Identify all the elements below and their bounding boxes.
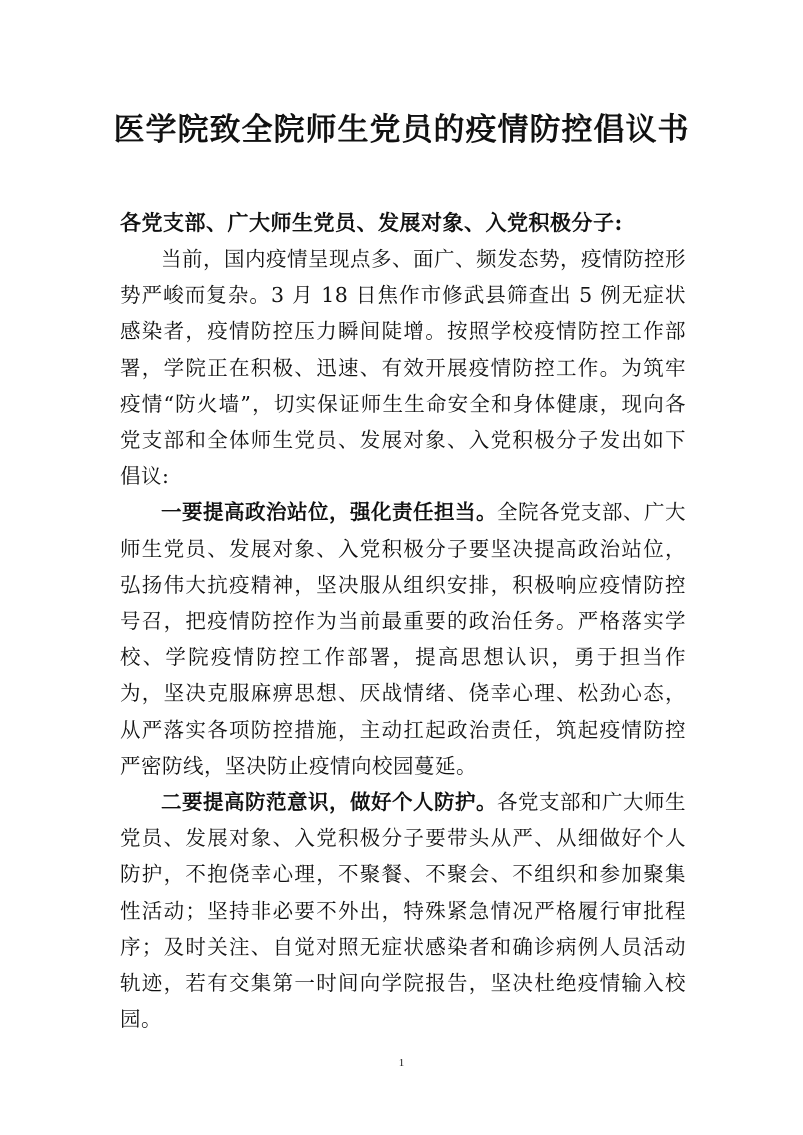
salutation: 各党支部、广大师生党员、发展对象、入党积极分子: (120, 210, 623, 235)
document-title: 医学院致全院师生党员的疫情防控倡议书 (113, 112, 690, 148)
paragraph-point-one (120, 494, 686, 784)
paragraph-text: 各党支部和广大师生党员、发展对象、入党积极分子要带头从严、从细做好个人防护，不抱侥幸心理，不聚餐、不聚会、不组织和参加聚集性活动；坚持非必要不外出，特殊紧急情况严格履行审批程序；及时关注、自觉对照无症状感染者和确诊病例人员活动轨迹，若有交集第一时间向学院报告，坚决杜绝疫情输入校园。 (120, 790, 686, 1032)
paragraph-intro (120, 241, 686, 494)
paragraph-lead: 二要提高防范意识，做好个人防护。 (161, 790, 497, 815)
page-number: 1 (398, 1057, 405, 1069)
paragraph-text: 当前，国内疫情呈现点多、面广、频发态势，疫情防控形势严峻而复杂。3 月 18 日焦作市修武县筛查出 5 例无症状感染者，疫情防控压力瞬间陡增。按照学校疫情防控工作部署，学院正在积极、迅速、有效开展疫情防控工作。为筑牢疫情“防火墙”，切实保证师生生命安全和身体健康，现向各党支部和全体师生党员、发展对象、入党积极分子发出如下倡议: (120, 247, 686, 489)
document-body (120, 205, 686, 1037)
paragraph-text: 全院各党支部、广大师生党员、发展对象、入党积极分子要坚决提高政治站位，弘扬伟大抗疫精神，坚决服从组织安排，积极响应疫情防控号召，把疫情防控作为当前最重要的政治任务。严格落实学校、学院疫情防控工作部署，提高思想认识，勇于担当作为，坚决克服麻痹思想、厌战情绪、侥幸心理、松劲心态，从严落实各项防控措施，主动扛起政治责任，筑起疫情防控严密防线，坚决防止疫情向校园蔓延。 (120, 500, 686, 778)
paragraph-point-two (120, 784, 686, 1037)
paragraph-lead: 一要提高政治站位，强化责任担当。 (161, 500, 497, 525)
